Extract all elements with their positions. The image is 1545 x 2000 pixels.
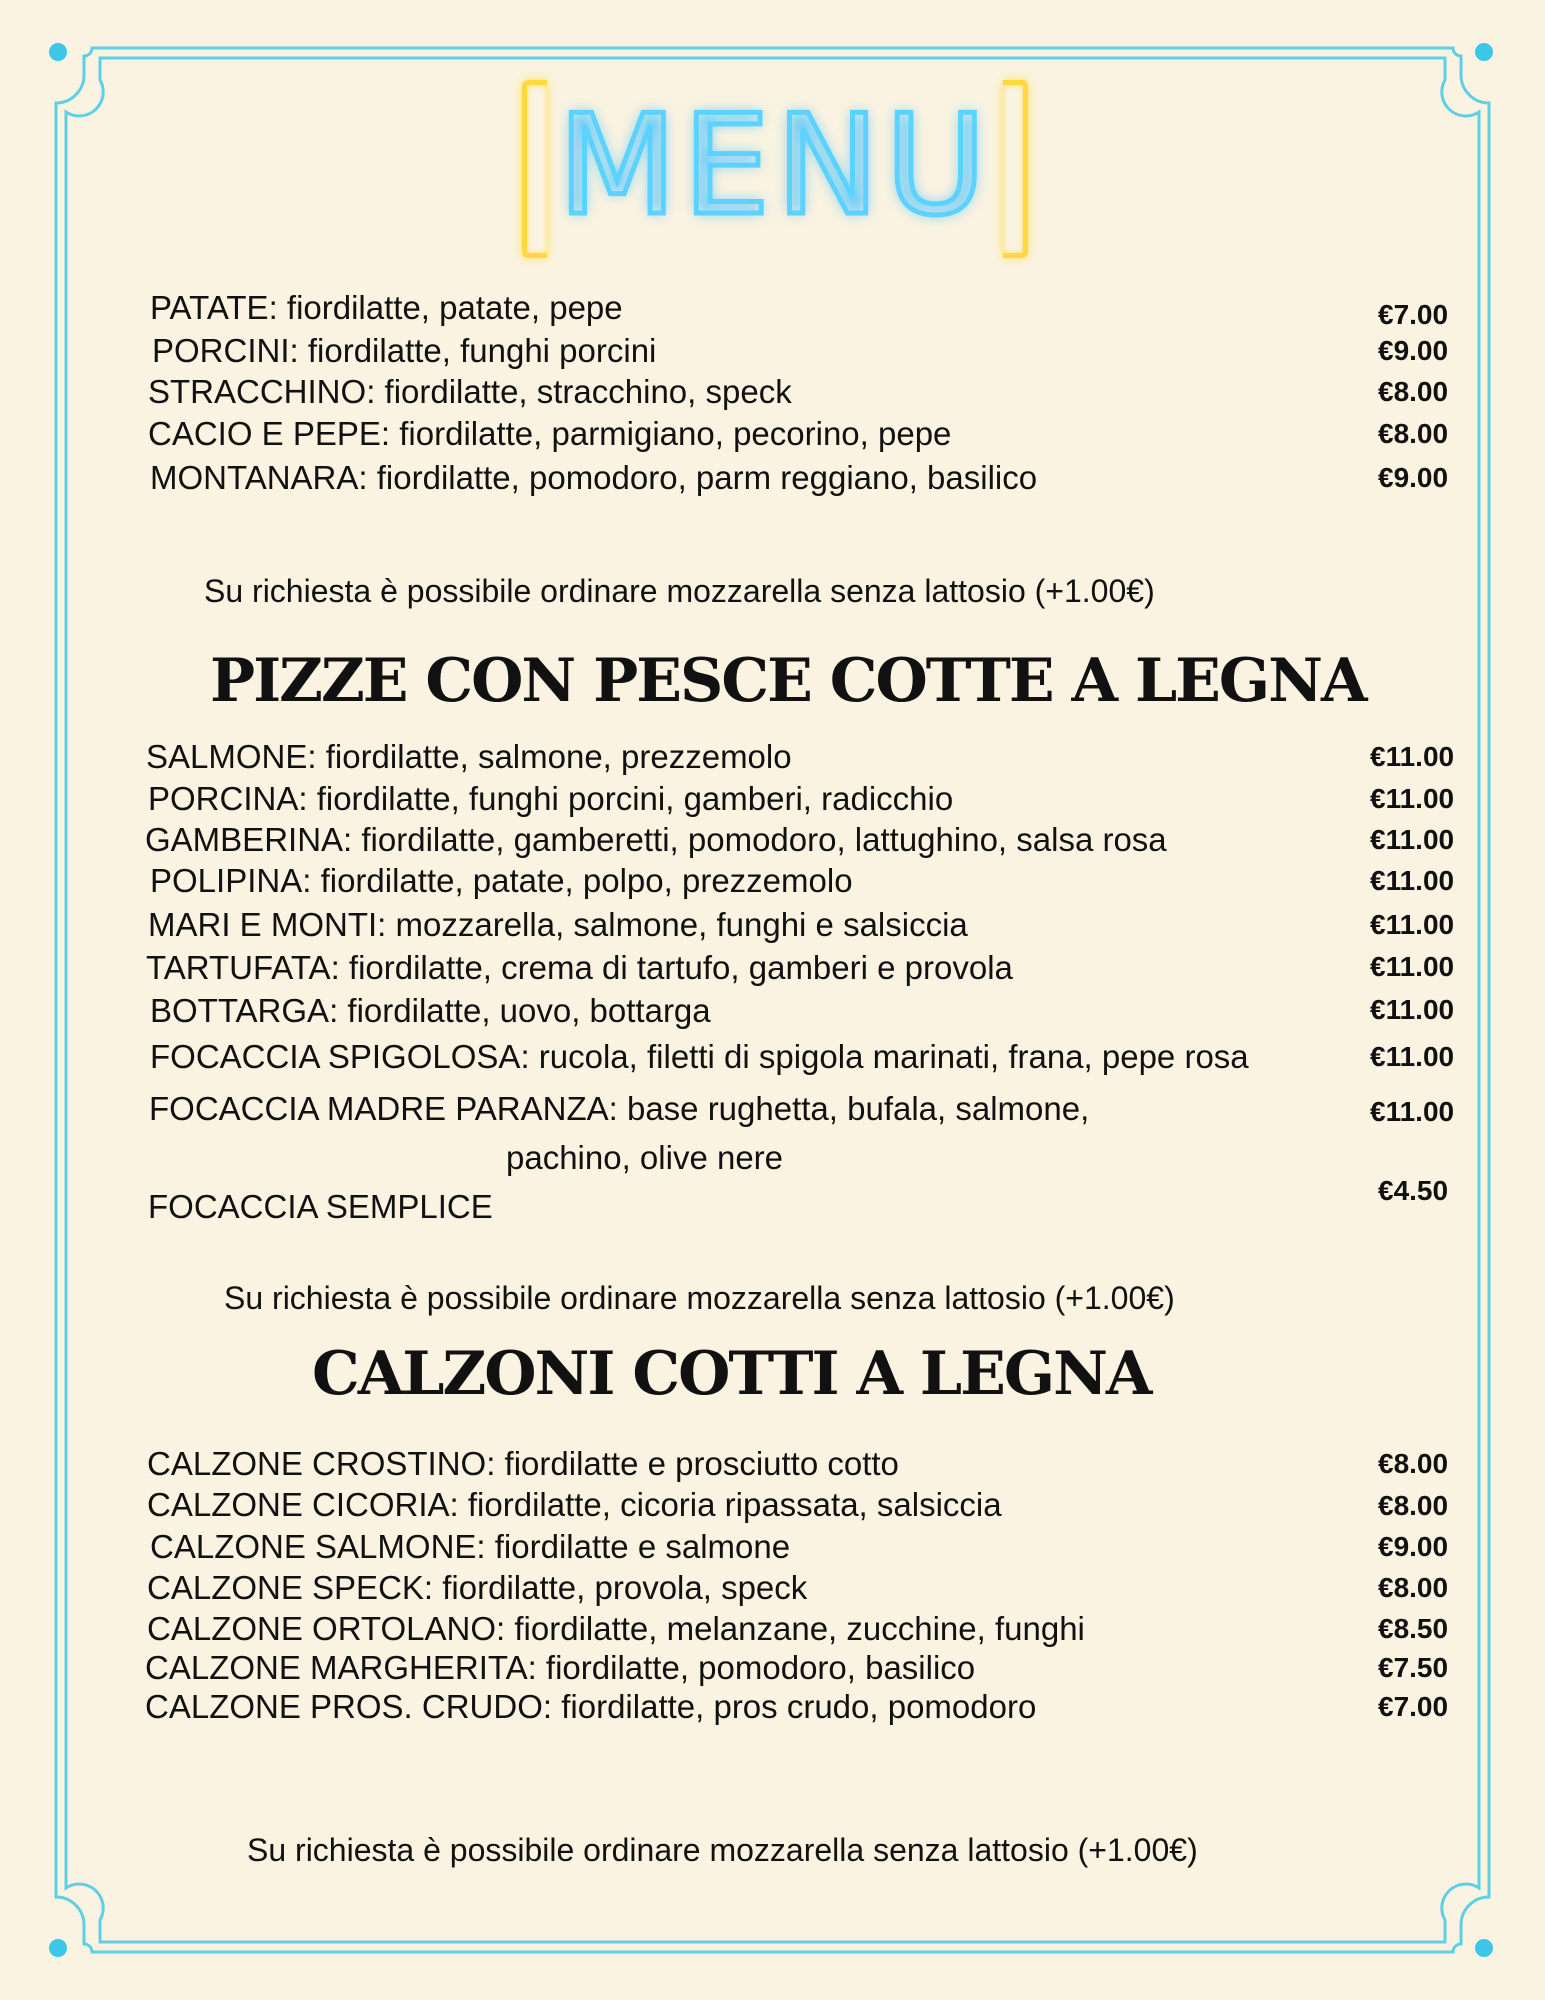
corner-dot	[1475, 1939, 1493, 1957]
item-name: MONTANARA	[150, 459, 359, 496]
item-name: PATATE	[150, 289, 269, 326]
item-desc: : fiordilatte, crema di tartufo, gamberi e provola	[330, 949, 1013, 986]
item-name: CALZONE SPECK	[147, 1569, 424, 1606]
item-name: STRACCHINO	[148, 373, 367, 410]
item-price: €8.50	[1378, 1613, 1449, 1644]
item-price: €8.00	[1378, 376, 1449, 407]
menu-item	[147, 1568, 807, 1608]
menu-item	[148, 905, 968, 945]
item-price: €8.00	[1378, 418, 1449, 449]
item-price: €9.00	[1378, 1531, 1449, 1562]
item-desc: : fiordilatte, uovo, bottarga	[329, 992, 711, 1029]
item-desc: : base rughetta, bufala, salmone,	[608, 1090, 1090, 1127]
item-desc: : rucola, filetti di spigola marinati, frana, pepe rosa	[520, 1038, 1249, 1075]
item-price: €11.00	[1370, 1096, 1455, 1127]
menu-item	[150, 1527, 790, 1567]
lactose-free-note: Su richiesta è possibile ordinare mozzarella senza lattosio (+1.00€)	[224, 1280, 1175, 1316]
item-price: €9.00	[1378, 335, 1449, 366]
item-desc: : fiordilatte, gamberetti, pomodoro, lattughino, salsa rosa	[343, 821, 1167, 858]
item-name: CALZONE PROS. CRUDO	[145, 1688, 543, 1725]
item-desc: : fiordilatte, stracchino, speck	[366, 373, 792, 410]
item-desc: : fiordilatte, provola, speck	[423, 1569, 808, 1606]
menu-item	[146, 948, 1013, 988]
item-name: CALZONE ORTOLANO	[147, 1610, 497, 1647]
corner-dot	[1475, 43, 1493, 61]
menu-item	[146, 737, 792, 777]
item-name: TARTUFATA	[146, 949, 331, 986]
item-desc: : fiordilatte, patate, pepe	[268, 289, 623, 326]
menu-item	[148, 1187, 493, 1227]
item-price: €7.00	[1378, 299, 1449, 330]
item-desc: : fiordilatte, funghi porcini, gamberi, radicchio	[298, 780, 954, 817]
item-name: FOCACCIA MADRE PARANZA	[149, 1090, 609, 1127]
item-name: GAMBERINA	[145, 821, 344, 858]
item-desc: : mozzarella, salmone, funghi e salsiccia	[377, 906, 968, 943]
menu-neon-logo	[522, 80, 1028, 258]
item-name: CALZONE CICORIA	[147, 1486, 450, 1523]
item-desc: : fiordilatte e prosciutto cotto	[486, 1445, 899, 1482]
section-title: CALZONI COTTI A LEGNA	[312, 1339, 1151, 1409]
item-name: MARI E MONTI	[148, 906, 378, 943]
section-title: PIZZE CON PESCE COTTE A LEGNA	[210, 646, 1366, 716]
item-desc: : fiordilatte, cicoria ripassata, salsiccia	[449, 1486, 1002, 1523]
item-desc: : fiordilatte, funghi porcini	[289, 332, 657, 369]
item-desc: : fiordilatte, pomodoro, basilico	[527, 1649, 976, 1686]
corner-dot	[49, 43, 67, 61]
item-name: CACIO E PEPE	[148, 415, 381, 452]
menu-item	[150, 991, 711, 1031]
item-price: €7.50	[1378, 1652, 1449, 1683]
item-name: FOCACCIA SPIGOLOSA	[150, 1038, 521, 1075]
item-name: PORCINI	[152, 332, 290, 369]
item-price: €8.00	[1378, 1572, 1449, 1603]
item-price: €11.00	[1370, 865, 1455, 896]
item-desc-continued: pachino, olive nere	[506, 1139, 784, 1176]
item-price: €11.00	[1370, 783, 1455, 814]
menu-item	[148, 372, 792, 412]
item-price: €4.50	[1378, 1175, 1449, 1206]
item-desc: : fiordilatte, melanzane, zucchine, funghi	[496, 1610, 1085, 1647]
item-desc: : fiordilatte, pomodoro, parm reggiano, basilico	[358, 459, 1038, 496]
menu-item	[148, 414, 951, 454]
item-price: €9.00	[1378, 462, 1449, 493]
menu-title: MENU	[557, 85, 993, 246]
item-name: CALZONE SALMONE	[150, 1528, 477, 1565]
item-price: €11.00	[1370, 741, 1455, 772]
item-name: SALMONE	[146, 738, 308, 775]
menu-item	[150, 458, 1037, 498]
menu-item	[152, 331, 656, 371]
item-desc: : fiordilatte, salmone, prezzemolo	[307, 738, 792, 775]
menu-item	[147, 1444, 899, 1484]
item-desc: : fiordilatte, patate, polpo, prezzemolo	[302, 862, 853, 899]
item-name: CALZONE CROSTINO	[147, 1445, 487, 1482]
item-price: €11.00	[1370, 951, 1455, 982]
menu-item	[145, 820, 1167, 860]
menu-item	[147, 1609, 1085, 1649]
menu-item	[150, 288, 623, 328]
menu-item	[145, 1648, 975, 1688]
item-price: €8.00	[1378, 1448, 1449, 1479]
item-price: €11.00	[1370, 909, 1455, 940]
item-name: BOTTARGA	[150, 992, 330, 1029]
menu-item	[150, 861, 853, 901]
item-name: CALZONE MARGHERITA	[145, 1649, 528, 1686]
lactose-free-note: Su richiesta è possibile ordinare mozzarella senza lattosio (+1.00€)	[247, 1832, 1198, 1868]
item-price: €11.00	[1370, 1041, 1455, 1072]
menu-item	[150, 1037, 1249, 1077]
item-price: €11.00	[1370, 824, 1455, 855]
item-desc: : fiordilatte, parmigiano, pecorino, pepe	[380, 415, 952, 452]
item-price: €7.00	[1378, 1691, 1449, 1722]
item-price: €11.00	[1370, 994, 1455, 1025]
menu-item	[147, 1485, 1002, 1525]
item-price: €8.00	[1378, 1490, 1449, 1521]
corner-dot	[49, 1939, 67, 1957]
menu-item	[149, 1089, 1089, 1129]
item-desc: : fiordilatte, pros crudo, pomodoro	[542, 1688, 1037, 1725]
item-name: FOCACCIA SEMPLICE	[148, 1188, 493, 1225]
item-desc: : fiordilatte e salmone	[476, 1528, 791, 1565]
menu-item	[145, 1687, 1036, 1727]
item-name: PORCINA	[148, 780, 299, 817]
lactose-free-note: Su richiesta è possibile ordinare mozzarella senza lattosio (+1.00€)	[204, 573, 1155, 609]
menu-item	[148, 779, 953, 819]
item-name: POLIPINA	[150, 862, 303, 899]
